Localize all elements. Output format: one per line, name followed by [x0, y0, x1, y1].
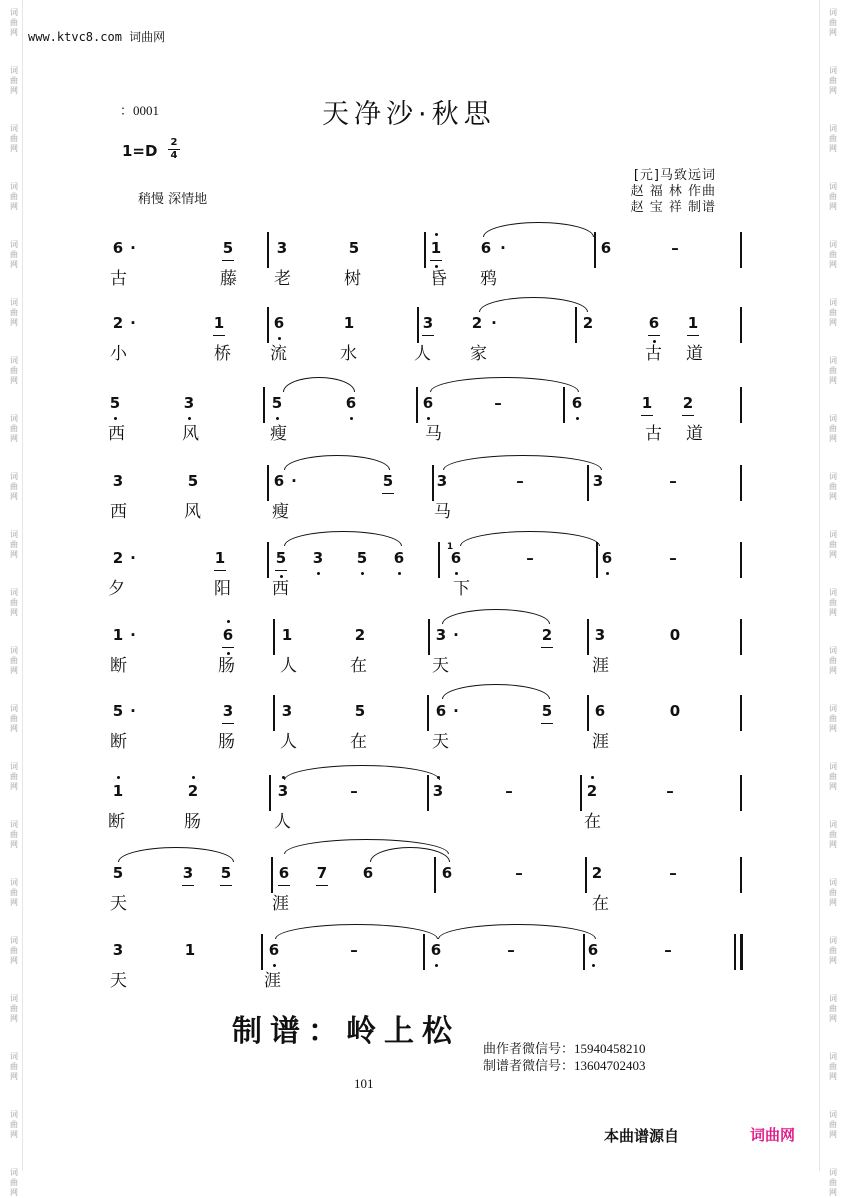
watermark-text: 词 曲 网	[829, 530, 837, 559]
bar-line	[585, 857, 587, 893]
bar-line	[267, 465, 269, 501]
bar-line	[740, 775, 742, 811]
bar-line	[427, 695, 429, 731]
jianpu-note: 3	[276, 239, 288, 257]
watermark-text: 词 曲 网	[829, 1052, 837, 1081]
lyric-char: 涯	[592, 732, 609, 752]
dash-note: –	[526, 549, 534, 567]
jianpu-note: 3	[310, 549, 326, 567]
lyric-char: 涯	[592, 656, 609, 676]
jianpu-note: 2	[584, 782, 600, 800]
tie-slur	[284, 765, 440, 780]
bar-line	[563, 387, 565, 423]
lyric-char: 昏	[430, 269, 447, 289]
tie-slur	[479, 297, 588, 312]
lyric-char: 小	[110, 344, 127, 364]
watermark-text: 词 曲 网	[829, 182, 837, 211]
jianpu-note: 3	[281, 702, 293, 720]
watermark-text: 词 曲 网	[10, 356, 18, 385]
jianpu-note: 3	[181, 394, 197, 412]
source-brand-link[interactable]: 词曲网	[750, 1126, 796, 1144]
watermark-text: 词 曲 网	[829, 878, 837, 907]
jianpu-note: 5	[112, 864, 124, 882]
page-number: 101	[354, 1076, 374, 1091]
lyric-char: 肠	[218, 656, 235, 676]
arranger-wechat: 制谱者微信号：13604702403	[483, 1058, 646, 1073]
jianpu-note: 6	[569, 394, 585, 412]
dash-note: –	[515, 864, 523, 882]
lyric-char: 马	[425, 424, 442, 444]
jianpu-note: 6	[112, 239, 124, 257]
composer-wechat: 曲作者微信号：15940458210	[483, 1041, 646, 1056]
lyric-char: 风	[184, 502, 201, 522]
dot-extension: ·	[500, 239, 506, 257]
lyric-char: 在	[350, 656, 367, 676]
lyric-char: 天	[432, 656, 449, 676]
site-url[interactable]: www.ktvc8.com 词曲网	[28, 30, 166, 44]
watermark-text: 词 曲 网	[10, 878, 18, 907]
lyric-char: 瘦	[272, 502, 289, 522]
tie-slur	[443, 455, 602, 470]
dash-note: –	[669, 472, 677, 490]
bar-line	[273, 619, 275, 655]
lyric-char: 老	[274, 269, 291, 289]
jianpu-note: 5	[269, 394, 285, 412]
bar-line	[267, 307, 269, 343]
jianpu-note: 6	[273, 472, 285, 490]
lyric-char: 天	[110, 894, 127, 914]
dot-extension: ·	[130, 314, 136, 332]
lyricist-credit: [元]马致远词	[633, 168, 716, 183]
bar-line	[740, 387, 742, 423]
jianpu-note: 3	[594, 626, 606, 644]
bar-line	[587, 465, 589, 501]
tie-slur	[442, 609, 550, 624]
final-bar-line	[740, 934, 743, 970]
bar-line	[740, 232, 742, 268]
jianpu-note: 1	[428, 239, 444, 257]
lyric-char: 风	[182, 424, 199, 444]
watermark-text: 词 曲 网	[10, 646, 18, 675]
watermark-text: 词 曲 网	[10, 182, 18, 211]
dot-extension: ·	[453, 626, 459, 644]
jianpu-note: 2	[185, 782, 201, 800]
jianpu-note: 1	[184, 941, 196, 959]
bar-line	[596, 542, 598, 578]
jianpu-note: 6	[343, 394, 359, 412]
dash-note: –	[505, 782, 513, 800]
bar-line	[427, 775, 429, 811]
jianpu-note: 5	[539, 702, 555, 720]
watermark-text: 词 曲 网	[10, 240, 18, 269]
lyric-char: 西	[110, 502, 127, 522]
dot-extension: ·	[291, 472, 297, 490]
lyric-char: 阳	[214, 579, 231, 599]
lyric-char: 古	[645, 424, 662, 444]
grace-note: 1	[446, 542, 454, 552]
jianpu-note: 2	[680, 394, 696, 412]
lyric-char: 人	[280, 656, 297, 676]
lyric-char: 西	[272, 579, 289, 599]
jianpu-note: 6	[441, 864, 453, 882]
jianpu-note: 5	[187, 472, 199, 490]
dot-extension: ·	[453, 702, 459, 720]
jianpu-note: 0	[669, 626, 681, 644]
dash-note: –	[671, 239, 679, 257]
watermark-text: 词 曲 网	[829, 8, 837, 37]
jianpu-note: 3	[180, 864, 196, 882]
jianpu-note: 5	[220, 239, 236, 257]
dot-extension: ·	[491, 314, 497, 332]
bar-line	[434, 857, 436, 893]
dash-note: –	[669, 549, 677, 567]
watermark-text: 词 曲 网	[829, 356, 837, 385]
dash-note: –	[666, 782, 674, 800]
jianpu-note: 6	[266, 941, 282, 959]
bar-line	[269, 775, 271, 811]
bar-line	[424, 232, 426, 268]
watermark-text: 词 曲 网	[829, 1168, 837, 1197]
lyric-char: 天	[432, 732, 449, 752]
bar-line	[580, 775, 582, 811]
watermark-text: 词 曲 网	[829, 762, 837, 791]
jianpu-note: 1	[343, 314, 355, 332]
lyric-char: 桥	[214, 344, 231, 364]
dash-note: –	[669, 864, 677, 882]
jianpu-note: 5	[354, 702, 366, 720]
jianpu-note: 6	[220, 626, 236, 644]
dash-note: –	[350, 782, 358, 800]
jianpu-note: 5	[107, 394, 123, 412]
jianpu-note: 6	[276, 864, 292, 882]
bar-line	[740, 465, 742, 501]
watermark-text: 词 曲 网	[829, 1110, 837, 1139]
lyric-char: 家	[470, 344, 487, 364]
bar-line	[740, 857, 742, 893]
watermark-text: 词 曲 网	[829, 124, 837, 153]
tie-slur	[438, 924, 596, 939]
tie-slur	[284, 531, 402, 546]
watermark-text: 词 曲 网	[10, 1110, 18, 1139]
bar-line	[261, 934, 263, 970]
jianpu-note: 6	[362, 864, 374, 882]
dash-note: –	[516, 472, 524, 490]
watermark-text: 词 曲 网	[10, 530, 18, 559]
jianpu-note: 3	[435, 626, 447, 644]
watermark-text: 词 曲 网	[10, 1168, 18, 1197]
lyric-char: 涯	[264, 971, 281, 991]
jianpu-note: 3	[112, 941, 124, 959]
lyric-char: 天	[110, 971, 127, 991]
jianpu-note: 6	[435, 702, 447, 720]
bar-line	[734, 934, 736, 970]
watermark-text: 词 曲 网	[10, 994, 18, 1023]
lyric-char: 涯	[272, 894, 289, 914]
time-signature	[168, 138, 180, 161]
bar-line	[273, 695, 275, 731]
jianpu-note: 0	[669, 702, 681, 720]
watermark-text: 词 曲 网	[829, 820, 837, 849]
watermark-text: 词 曲 网	[10, 588, 18, 617]
jianpu-note: 2	[539, 626, 555, 644]
lyric-char: 在	[584, 812, 601, 832]
jianpu-note: 5	[273, 549, 289, 567]
jianpu-note: 2	[471, 314, 483, 332]
lyric-char: 水	[340, 344, 357, 364]
jianpu-note: 6	[420, 394, 436, 412]
jianpu-note: 2	[582, 314, 594, 332]
tie-slur	[442, 684, 550, 699]
jianpu-note: 6	[428, 941, 444, 959]
watermark-text: 词 曲 网	[829, 994, 837, 1023]
jianpu-note: 6	[594, 702, 606, 720]
jianpu-note: 1	[212, 549, 228, 567]
lyric-char: 下	[453, 579, 470, 599]
jianpu-note: 5	[354, 549, 370, 567]
watermark-text: 词 曲 网	[10, 762, 18, 791]
tie-slur	[483, 222, 594, 237]
score-number: ：0001	[120, 103, 160, 118]
lyric-char: 藤	[220, 269, 237, 289]
watermark-text: 词 曲 网	[829, 936, 837, 965]
bar-line	[416, 387, 418, 423]
watermark-text: 词 曲 网	[10, 8, 18, 37]
bar-line	[271, 857, 273, 893]
watermark-text: 词 曲 网	[829, 240, 837, 269]
bar-line	[740, 695, 742, 731]
watermark-text: 词 曲 网	[829, 66, 837, 95]
song-title: 天净沙·秋思	[322, 99, 496, 130]
dash-note: –	[350, 941, 358, 959]
jianpu-note: 6	[585, 941, 601, 959]
bar-line	[263, 387, 265, 423]
jianpu-note: 6	[480, 239, 492, 257]
jianpu-note: 3	[592, 472, 604, 490]
tie-slur	[430, 377, 579, 392]
lyric-char: 在	[592, 894, 609, 914]
watermark-text: 词 曲 网	[829, 472, 837, 501]
jianpu-note: 3	[220, 702, 236, 720]
jianpu-note: 6	[391, 549, 407, 567]
jianpu-note: 2	[112, 549, 124, 567]
bar-line	[428, 619, 430, 655]
jianpu-note: 5	[112, 702, 124, 720]
dot-extension: ·	[130, 549, 136, 567]
key-signature: 1=D	[122, 142, 158, 160]
watermark-text: 词 曲 网	[829, 588, 837, 617]
lyric-char: 瘦	[270, 424, 287, 444]
watermark-text: 词 曲 网	[10, 66, 18, 95]
lyric-char: 古	[110, 269, 127, 289]
lyric-char: 古	[645, 344, 662, 364]
lyric-char: 在	[350, 732, 367, 752]
watermark-text: 词 曲 网	[10, 936, 18, 965]
watermark-text: 词 曲 网	[10, 1052, 18, 1081]
arranger-signature: 制谱：岭上松	[232, 1014, 460, 1049]
lyric-char: 肠	[184, 812, 201, 832]
lyric-char: 人	[414, 344, 431, 364]
bar-line	[438, 542, 440, 578]
jianpu-note: 5	[218, 864, 234, 882]
jianpu-note: 6	[646, 314, 662, 332]
watermark-text: 词 曲 网	[829, 298, 837, 327]
tie-slur	[275, 924, 438, 939]
lyric-char: 断	[110, 656, 127, 676]
jianpu-note: 1	[112, 626, 124, 644]
lyric-char: 人	[274, 812, 291, 832]
lyric-char: 肠	[218, 732, 235, 752]
dot-extension: ·	[130, 239, 136, 257]
bar-line	[267, 542, 269, 578]
lyric-char: 夕	[108, 579, 125, 599]
jianpu-note: 1	[639, 394, 655, 412]
jianpu-note: 3	[436, 472, 448, 490]
composer-credit: 赵 福 林 作曲	[630, 184, 716, 199]
time-signature-denominator: 4	[170, 150, 178, 161]
bar-line	[417, 307, 419, 343]
source-label: 本曲谱源自	[604, 1127, 680, 1145]
bar-line	[740, 307, 742, 343]
jianpu-note: 6	[600, 239, 612, 257]
jianpu-note: 2	[591, 864, 603, 882]
jianpu-note: 3	[275, 782, 291, 800]
dash-note: –	[664, 941, 672, 959]
bar-line	[423, 934, 425, 970]
watermark-text: 词 曲 网	[829, 704, 837, 733]
lyric-char: 断	[108, 812, 125, 832]
tie-slur	[460, 531, 600, 546]
bar-line	[740, 619, 742, 655]
jianpu-note: 2	[354, 626, 366, 644]
watermark-text: 词 曲 网	[10, 414, 18, 443]
lyric-char: 流	[270, 344, 287, 364]
jianpu-note: 6	[599, 549, 615, 567]
watermark-text: 词 曲 网	[10, 472, 18, 501]
jianpu-note: 3	[430, 782, 446, 800]
lyric-char: 鸦	[480, 269, 497, 289]
arranger-credit: 赵 宝 祥 制谱	[630, 200, 716, 215]
bar-line	[587, 619, 589, 655]
jianpu-note: 6	[448, 549, 464, 567]
lyric-char: 西	[108, 424, 125, 444]
jianpu-note: 1	[211, 314, 227, 332]
lyric-char: 人	[280, 732, 297, 752]
watermark-text: 词 曲 网	[10, 298, 18, 327]
dash-note: –	[494, 394, 502, 412]
watermark-text: 词 曲 网	[829, 646, 837, 675]
watermark-text: 词 曲 网	[10, 820, 18, 849]
watermark-text: 词 曲 网	[10, 704, 18, 733]
dot-extension: ·	[130, 626, 136, 644]
jianpu-note: 3	[112, 472, 124, 490]
tempo-marking: 稍慢 深情地	[138, 192, 208, 207]
tie-slur	[118, 847, 234, 862]
jianpu-note: 3	[420, 314, 436, 332]
jianpu-note: 1	[110, 782, 126, 800]
lyric-char: 马	[434, 502, 451, 522]
tie-slur	[284, 455, 390, 470]
lyric-char: 道	[686, 344, 703, 364]
dash-note: –	[507, 941, 515, 959]
bar-line	[587, 695, 589, 731]
jianpu-note: 5	[348, 239, 360, 257]
bar-line	[594, 232, 596, 268]
dot-extension: ·	[130, 702, 136, 720]
jianpu-note: 6	[271, 314, 287, 332]
bar-line	[575, 307, 577, 343]
jianpu-note: 5	[380, 472, 396, 490]
jianpu-note: 2	[112, 314, 124, 332]
jianpu-note: 1	[685, 314, 701, 332]
time-signature-numerator: 2	[170, 137, 178, 148]
jianpu-note: 1	[281, 626, 293, 644]
watermark-text: 词 曲 网	[10, 124, 18, 153]
lyric-char: 道	[686, 424, 703, 444]
jianpu-note: 7	[314, 864, 330, 882]
lyric-char: 树	[344, 269, 361, 289]
bar-line	[740, 542, 742, 578]
tie-slur	[283, 377, 355, 392]
watermark-text: 词 曲 网	[829, 414, 837, 443]
lyric-char: 断	[110, 732, 127, 752]
bar-line	[267, 232, 269, 268]
